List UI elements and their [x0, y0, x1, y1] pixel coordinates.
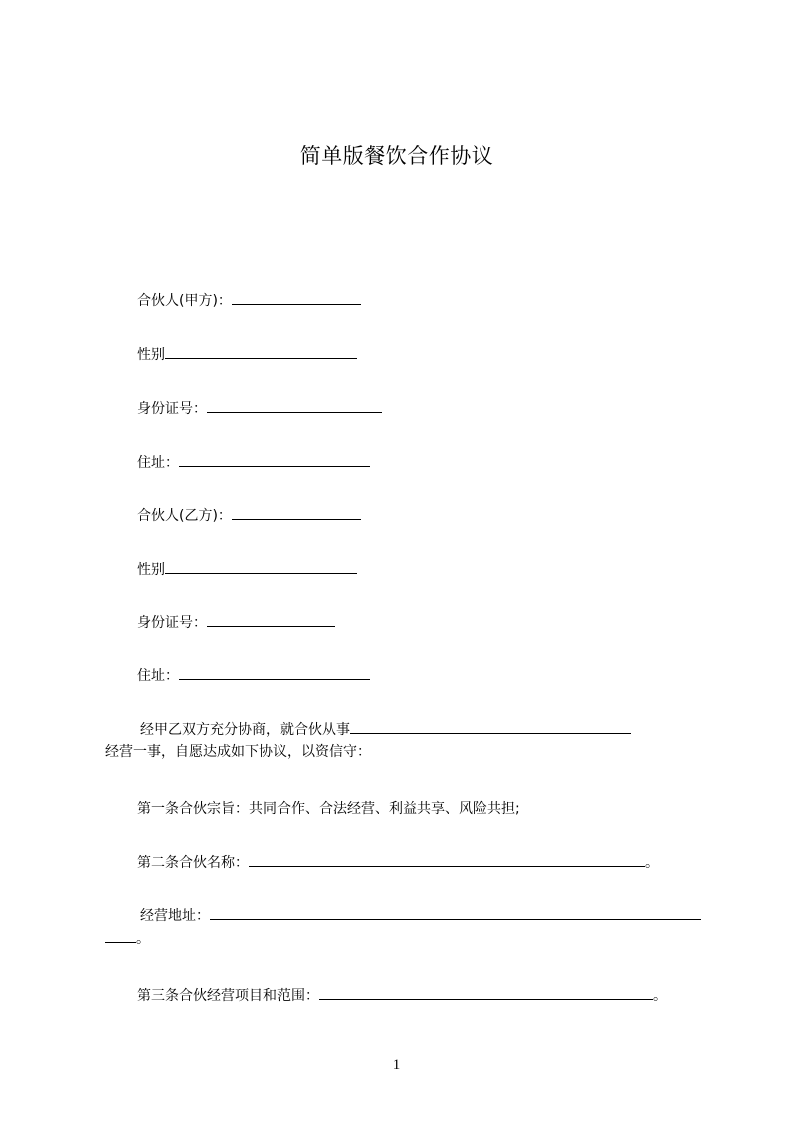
intro-paragraph	[105, 718, 701, 763]
party-a-gender-blank	[165, 343, 357, 359]
party-b-name-label: 合伙人(乙方)：	[137, 508, 232, 524]
party-b-id-label: 身份证号：	[137, 615, 207, 631]
business-address-first-line	[105, 904, 701, 927]
article-2-label: 第二条合伙名称：	[137, 855, 249, 871]
party-a-name-label: 合伙人(甲方)：	[137, 293, 232, 309]
party-b-id-line	[137, 611, 335, 634]
party-a-gender-line	[137, 343, 357, 366]
party-b-gender-label: 性别	[137, 562, 165, 578]
party-b-address-label: 住址：	[137, 668, 179, 684]
article-3-line	[137, 984, 667, 1007]
party-b-gender-line	[137, 558, 357, 581]
party-b-id-blank	[207, 611, 335, 627]
partnership-name-blank	[249, 851, 645, 867]
party-a-id-line	[137, 397, 382, 420]
party-a-id-blank	[207, 397, 382, 413]
party-b-name-blank	[232, 504, 361, 520]
article-1: 第一条合伙宗旨：共同合作、合法经营、利益共享、风险共担;	[137, 801, 520, 817]
intro-first-line	[105, 718, 701, 741]
party-a-address-label: 住址：	[137, 455, 179, 471]
business-address-label: 经营地址：	[140, 908, 210, 924]
party-a-id-label: 身份证号：	[137, 401, 207, 417]
business-address-second-line	[105, 927, 701, 950]
business-address-blank	[210, 904, 701, 920]
party-b-gender-blank	[165, 558, 357, 574]
business-address-paragraph	[105, 904, 701, 950]
party-b-address-blank	[179, 664, 370, 680]
party-a-address-blank	[179, 451, 370, 467]
business-type-blank	[350, 718, 631, 734]
page-number: 1	[392, 1057, 401, 1073]
party-a-name-blank	[232, 289, 361, 305]
article-2-line	[137, 851, 659, 874]
intro-text-after: 经营一事，自愿达成如下协议，以资信守：	[105, 744, 371, 760]
party-a-address-line	[137, 451, 370, 474]
document-title: 简单版餐饮合作协议	[299, 144, 494, 168]
party-a-gender-label: 性别	[137, 347, 165, 363]
article-2-end: 。	[645, 855, 659, 871]
article-3-end: 。	[653, 988, 667, 1004]
intro-text-before: 经甲乙双方充分协商，就合伙从事	[140, 722, 350, 738]
party-b-name-line	[137, 504, 361, 527]
party-a-name-line	[137, 289, 361, 312]
business-address-end: 。	[136, 931, 150, 947]
business-address-blank-continued	[105, 927, 136, 943]
business-scope-blank	[319, 984, 653, 1000]
party-b-address-line	[137, 664, 370, 687]
article-3-label: 第三条合伙经营项目和范围：	[137, 988, 319, 1004]
